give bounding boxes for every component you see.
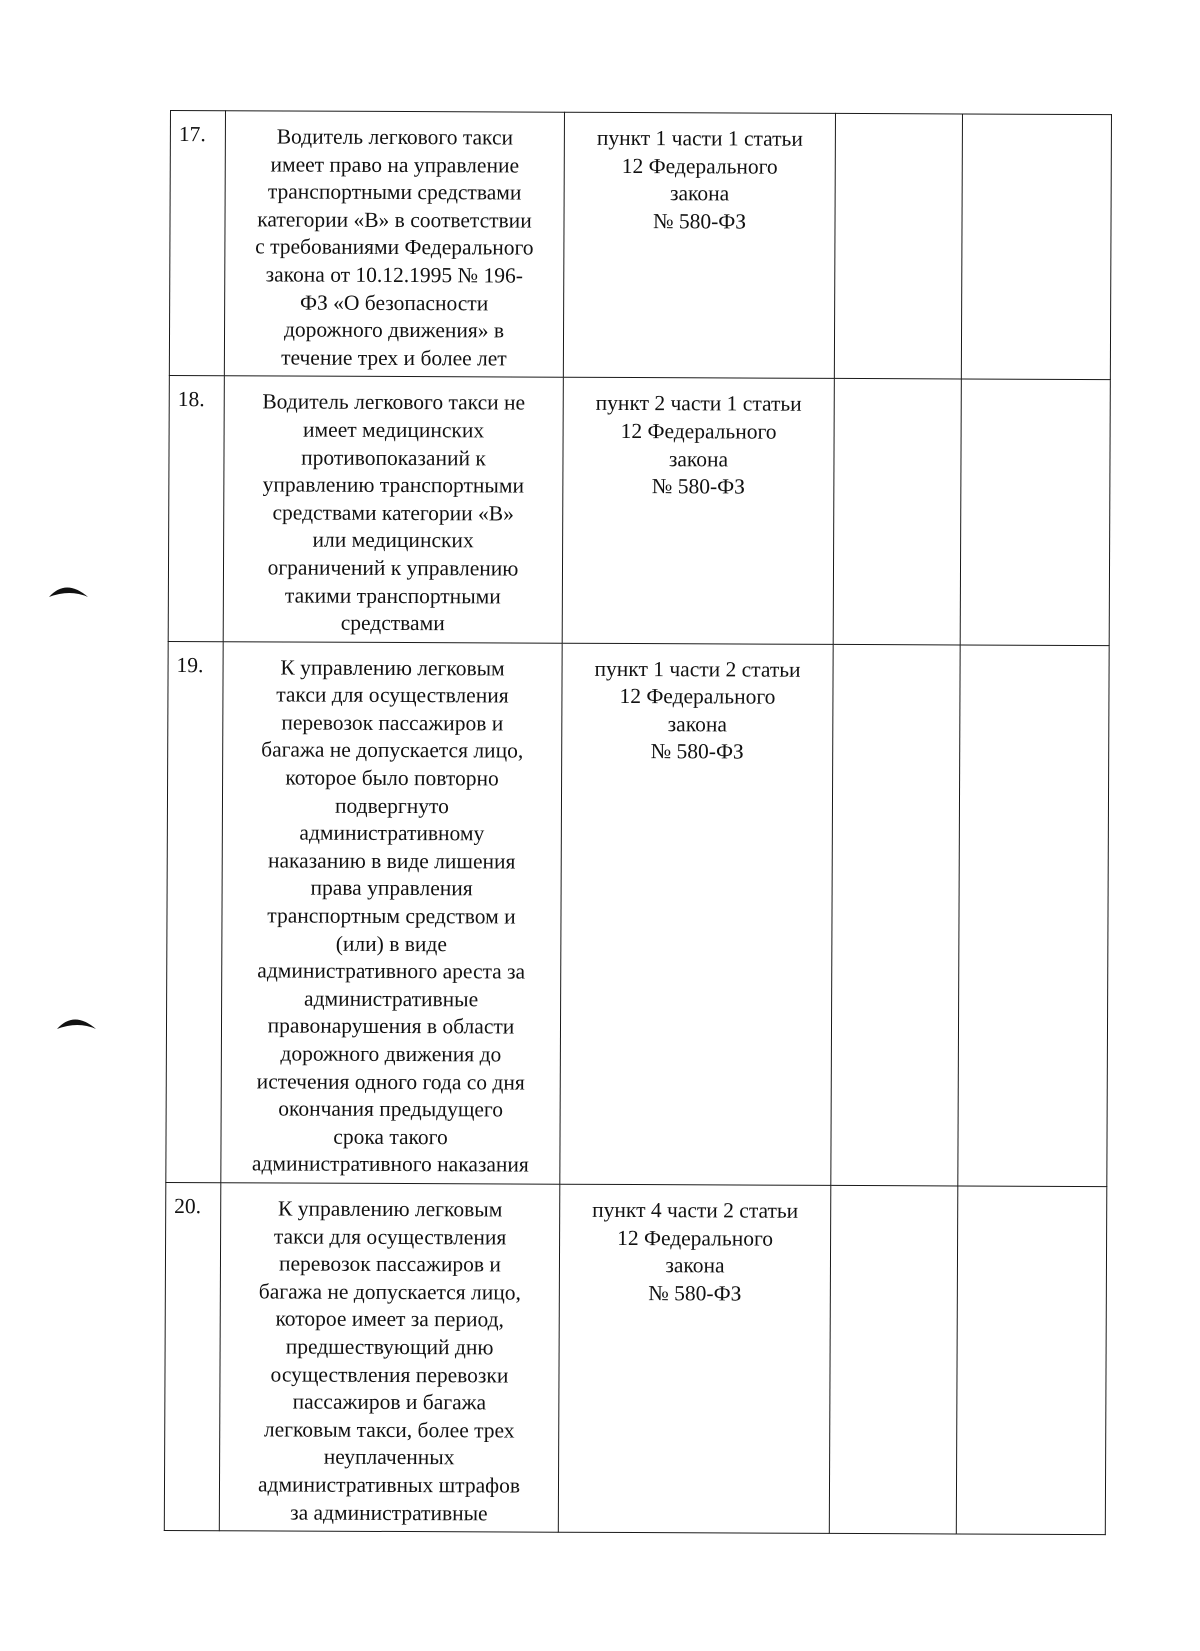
row-number: 20. bbox=[164, 1182, 221, 1530]
row-number: 19. bbox=[166, 641, 223, 1183]
row-number: 18. bbox=[168, 376, 224, 642]
legal-reference-cell: пункт 1 части 1 статьи 12 Федерального закона № 580-ФЗ bbox=[563, 112, 835, 379]
empty-answer-cell bbox=[833, 379, 961, 645]
requirement-cell: Водитель легкового такси не имеет медицинских противопоказаний к управлению транспортными средствами категории «В» или медицинских ограничений к управлению такими транспортными средствами bbox=[223, 376, 563, 643]
punch-hole-mark bbox=[56, 1014, 98, 1032]
checklist-table bbox=[164, 110, 1112, 1535]
requirement-cell: К управлению легковым такси для осуществления перевозок пассажиров и багажа не допускается лицо, которое имеет за период, предшествующий дню осуществления перевозки пассажиров и багажа легковым такси, более трех неуплаченных административных штрафов за административные bbox=[219, 1183, 560, 1533]
legal-reference-cell: пункт 2 части 1 статьи 12 Федерального закона № 580-ФЗ bbox=[562, 378, 834, 645]
table-row bbox=[164, 1182, 1107, 1534]
requirement-cell: К управлению легковым такси для осуществления перевозок пассажиров и багажа не допускается лицо, которое было повторно подвергнуто административному наказанию в виде лишения права управления транспортным средством и (или) в виде административного ареста за административные правонарушения в области дорожного движения до истечения одного года со дня окончания предыдущего срока такого административного наказания bbox=[221, 641, 562, 1184]
requirement-cell: Водитель легкового такси имеет право на управление транспортными средствами категории «В» в соответствии с требованиями Федерального закона от 10.12.1995 № 196- ФЗ «О безопасности дорожного движения» в течение трех и более лет bbox=[224, 111, 564, 378]
empty-note-cell bbox=[961, 114, 1111, 380]
empty-answer-cell bbox=[829, 1185, 958, 1534]
table-row bbox=[166, 641, 1109, 1186]
table-row bbox=[168, 376, 1110, 645]
legal-reference-cell: пункт 1 части 2 статьи 12 Федерального закона № 580-ФЗ bbox=[560, 643, 833, 1185]
legal-reference-cell: пункт 4 части 2 статьи 12 Федерального закона № 580-ФЗ bbox=[558, 1184, 831, 1533]
empty-answer-cell bbox=[831, 644, 960, 1186]
empty-note-cell bbox=[958, 645, 1109, 1187]
punch-hole-mark bbox=[48, 582, 90, 600]
empty-note-cell bbox=[956, 1186, 1107, 1535]
row-number: 17. bbox=[169, 111, 225, 377]
empty-note-cell bbox=[960, 379, 1110, 645]
empty-answer-cell bbox=[834, 113, 962, 379]
table-row bbox=[169, 111, 1111, 380]
